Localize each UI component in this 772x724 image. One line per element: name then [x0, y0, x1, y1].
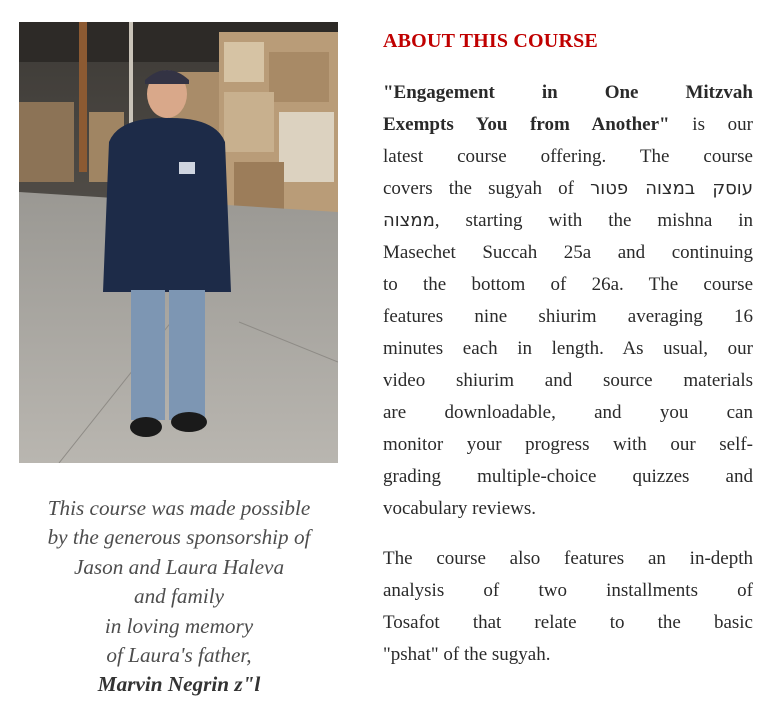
warehouse-scene — [19, 22, 338, 463]
caption-line: of Laura's father, — [106, 643, 252, 668]
text-line — [383, 205, 753, 237]
text-line: monitor your progress with our self- — [383, 434, 753, 455]
text-line: features nine shiurim averaging 16 — [383, 306, 753, 327]
section-heading: ABOUT THIS COURSE — [383, 30, 598, 52]
course-description — [383, 77, 753, 525]
text-line: Masechet Succah 25a and continuing — [383, 242, 753, 263]
text-line: analysis of two installments of — [383, 580, 753, 601]
text-line: are downloadable, and you can — [383, 402, 753, 423]
caption-line: in loving memory — [104, 613, 254, 638]
text-line: latest course offering. The course — [383, 146, 753, 167]
hebrew-text: ממצוה — [383, 210, 435, 231]
course-title-part2: Exempts You from Another" — [383, 114, 670, 135]
text-line: minutes each in length. As usual, our — [383, 338, 753, 359]
text-fragment: is our — [669, 114, 753, 135]
course-features — [383, 543, 753, 671]
course-title-part1: "Engagement in One Mitzvah — [383, 82, 753, 103]
caption-line: Jason and Laura Haleva — [73, 554, 285, 579]
caption-line: by the generous sponsorship of — [47, 525, 311, 550]
text-line: Tosafot that relate to the basic — [383, 612, 753, 633]
text-line: vocabulary reviews. — [383, 498, 536, 519]
text-fragment: covers the sugyah of — [383, 178, 591, 199]
text-line: "pshat" of the sugyah. — [383, 644, 551, 665]
text-line: grading multiple-choice quizzes and — [383, 466, 753, 487]
caption-line: This course was made possible — [47, 496, 311, 520]
text-line — [383, 173, 753, 205]
text-line: to the bottom of 26a. The course — [383, 274, 753, 295]
sponsor-caption — [8, 494, 350, 700]
text-line — [383, 77, 753, 109]
text-line: The course also features an in-depth — [383, 548, 753, 569]
text-line: video shiurim and source materials — [383, 370, 753, 391]
text-fragment: , starting with the mishna in — [434, 210, 753, 231]
caption-line: and family — [133, 584, 225, 609]
memorial-name: Marvin Negrin z"l — [97, 672, 261, 697]
text-line — [383, 109, 753, 141]
sponsor-photo — [19, 22, 338, 463]
hebrew-text: עוסק במצוה פטור — [590, 178, 753, 199]
